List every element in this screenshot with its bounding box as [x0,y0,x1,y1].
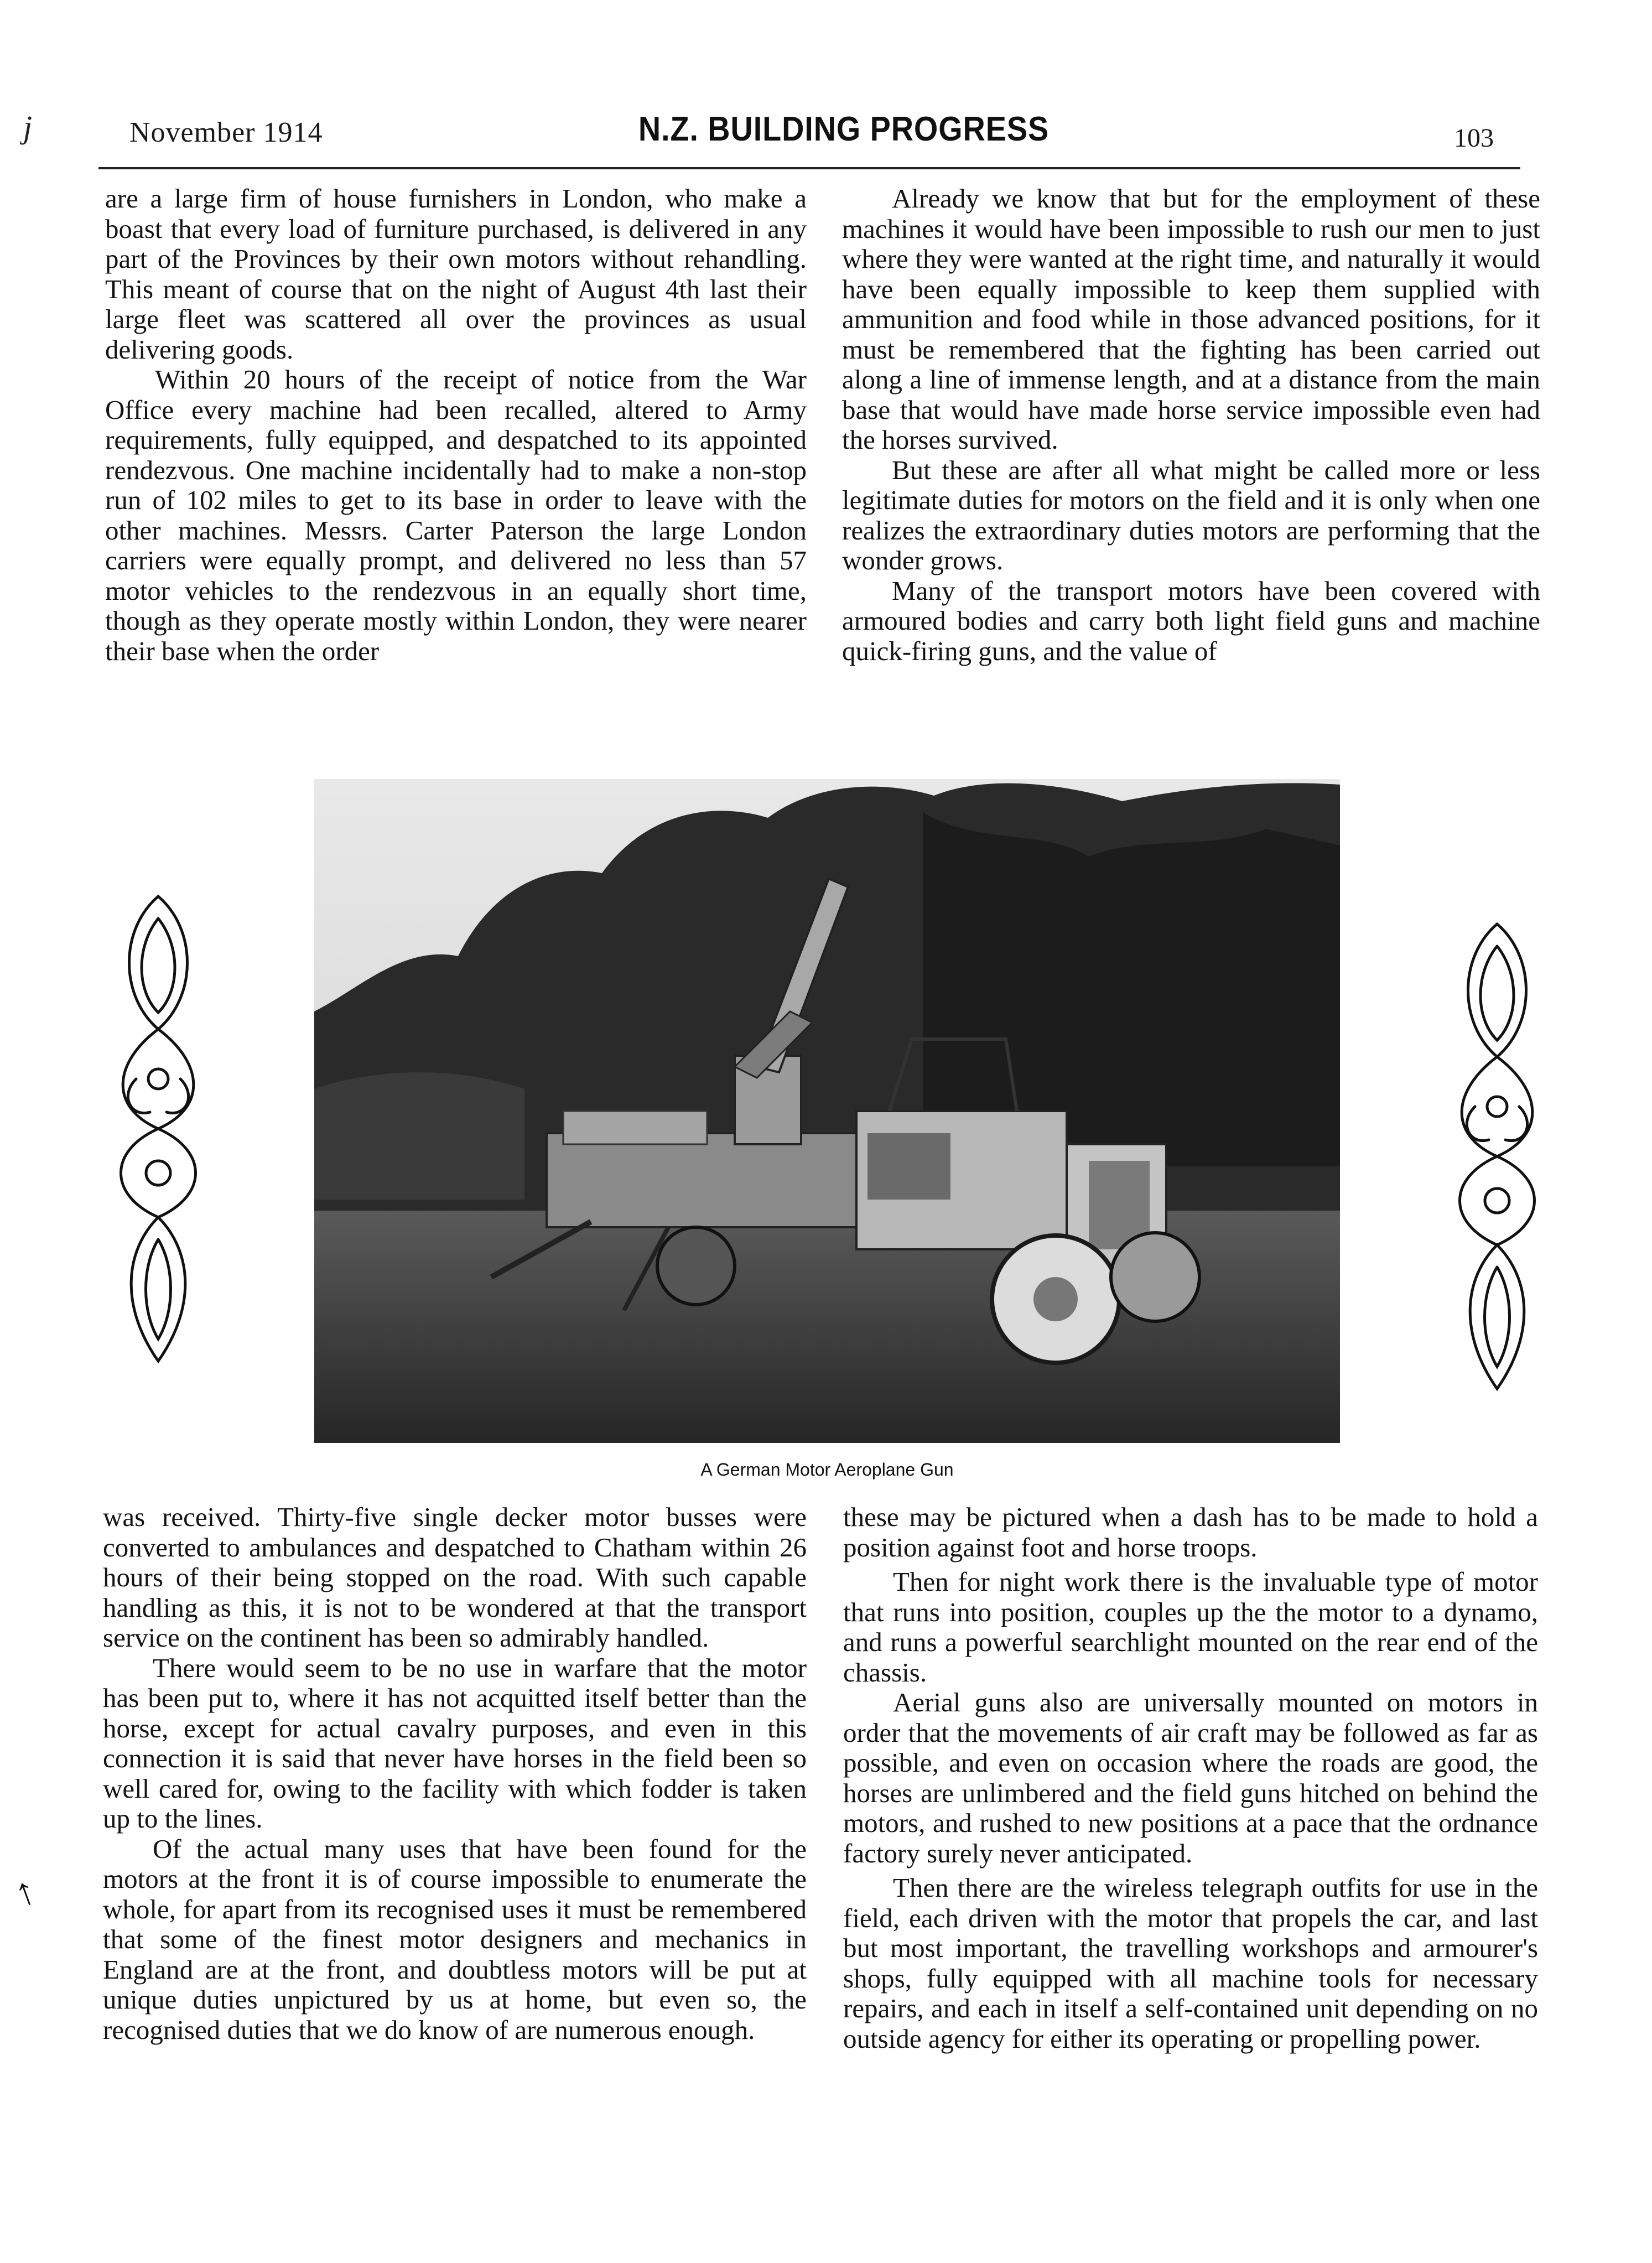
paragraph: Then there are the wireless telegraph outfits for use in the field, each driven with the motor that propels the car, and last but most important, the travelling workshops and armourer's shops, fully equipped with all machine tools for necessary repairs, and each in itself a self-contained unit depending on no outside agency for either its operating or propelling power. [843,1872,1538,2054]
publication-title: N.Z. BUILDING PROGRESS [638,110,1050,148]
scroll-ornament-left [97,885,219,1372]
column-top-left [105,184,807,666]
paragraph: Aerial guns also are universally mounted on motors in order that the movements of air craft may be followed as far as possible, and even on occasion where the roads are good, the horses are unlimbered and the field guns hitched on behind the motors, and rushed to new positions at a pace that the ordnance factory surely never anticipated. [843,1687,1538,1868]
column-bottom-right [843,1502,1538,2054]
column-top-right [842,184,1540,666]
paragraph: Of the actual many uses that have been found for the motors at the front it is of course impossible to enumerate the whole, for apart from its recognised uses it must be remembered that some of the finest motor designers and mechanics in England are at the front, and doubtless motors will be put at unique duties unpictured by us at home, but even so, the recognised duties that we do know of are numerous enough. [103,1833,807,2045]
paragraph: Already we know that but for the employment of these machines it would have been impossible to rush our men to just where they were wanted at the right time, and naturally it would have been equally impossible to keep them supplied with ammunition and food while in those advanced positions, for it must be remembered that the fighting has been carried out along a line of immense length, and at a distance from the main base that would have made horse service impossible even had the horses survived. [842,183,1540,455]
margin-mark: j [23,109,33,145]
paragraph: There would seem to be no use in warfare that the motor has been put to, where it has not acquitted itself better than the horse, except for actual cavalry purposes, and even in this connection it is said that never have horses in the field been so well cared for, owing to the facility with which fodder is taken up to the lines. [103,1652,807,1834]
paragraph: was received. Thirty-five single decker motor busses were converted to ambulances and despatched to Chatham within 26 hours of their being stopped on the road. With such capable handling as this, it is not to be wondered at that the transport service on the continent has been so admirably handled. [103,1502,807,1653]
header-rule [98,167,1520,169]
paragraph: Then for night work there is the invaluable type of motor that runs into position, couples up the the motor to a dynamo, and runs a powerful searchlight mounted on the rear end of the chassis. [843,1566,1538,1688]
paragraph: Many of the transport motors have been covered with armoured bodies and carry both light field guns and machine quick-firing guns, and the value of [842,575,1540,666]
margin-pen-mark: ↑ [8,1868,41,1916]
column-bottom-left [103,1502,807,2045]
paragraph: are a large firm of house furnishers in London, who make a boast that every load of furniture purchased, is delivered in any part of the Provinces by their own motors without rehandling. This meant of course that on the night of August 4th last their large fleet was scattered all over the provinces as usual delivering goods. [105,183,807,365]
issue-date: November 1914 [129,117,323,148]
photo-caption: A German Motor Aeroplane Gun [700,1460,954,1480]
page-number: 103 [1454,123,1494,153]
paragraph: But these are after all what might be called more or less legitimate duties for motors on the field and it is only when one realizes the extraordinary duties motors are performing that the wonder grows. [842,454,1540,575]
paragraph: Within 20 hours of the receipt of notice from the War Office every machine had been recalled, altered to Army requirements, fully equipped, and despatched to its appointed rendezvous. One machine incidentally had to make a non-stop run of 102 miles to get to its base in order to leave with the other machines. Messrs. Carter Paterson the large London carriers were equally prompt, and delivered no less than 57 motor vehicles to the rendezvous in an equally short time, though as they operate mostly within London, they were nearer their base when the order [105,364,807,666]
scroll-ornament-right [1436,913,1558,1400]
photo-german-motor-aeroplane-gun [314,779,1340,1443]
paragraph: these may be pictured when a dash has to be made to hold a position against foot and horse troops. [843,1502,1538,1563]
